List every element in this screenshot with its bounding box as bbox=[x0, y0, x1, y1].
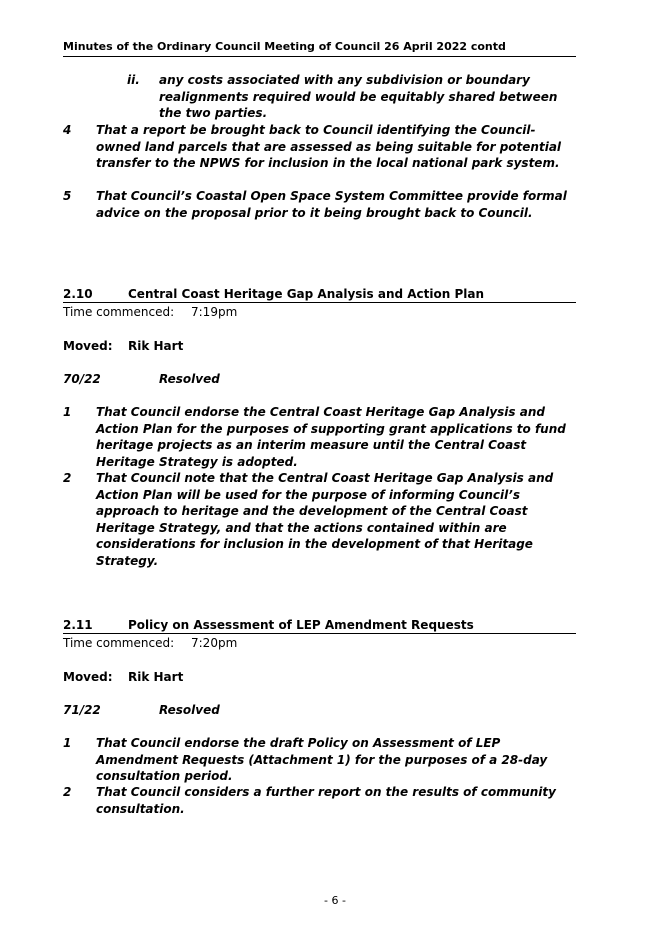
section-title: Central Coast Heritage Gap Analysis and Action Plan bbox=[128, 287, 485, 301]
resolution-status: Resolved bbox=[159, 372, 220, 386]
resolution-item bbox=[63, 188, 578, 221]
time-value: 7:19pm bbox=[191, 305, 238, 319]
item-number: 2 bbox=[63, 785, 72, 799]
section-number: 2.11 bbox=[63, 618, 93, 632]
section-title: Policy on Assessment of LEP Amendment Requests bbox=[128, 618, 474, 632]
item-number: 1 bbox=[63, 405, 72, 419]
section-heading bbox=[63, 618, 576, 634]
resolution-number: 71/22 bbox=[63, 703, 101, 717]
moved-value: Rik Hart bbox=[128, 670, 184, 684]
resolution-item bbox=[63, 735, 578, 785]
resolution-item bbox=[63, 122, 578, 172]
page-number: - 6 - bbox=[324, 894, 346, 907]
time-commenced bbox=[63, 636, 237, 650]
resolution-status: Resolved bbox=[159, 703, 220, 717]
item-text: That Council’s Coastal Open Space System Committee provide formal advice on the proposal prior to it being brought back to Council. bbox=[96, 189, 567, 220]
resolution-item bbox=[63, 470, 578, 569]
resolution-line bbox=[63, 371, 220, 388]
sub-item-number: ii. bbox=[127, 73, 140, 87]
item-number: 5 bbox=[63, 189, 72, 203]
item-number: 1 bbox=[63, 736, 72, 750]
resolution-number: 70/22 bbox=[63, 372, 101, 386]
item-text: That a report be brought back to Council identifying the Council-owned land parcels that are assessed as being suitable for potential transfer to the NPWS for inclusion in the local national park system. bbox=[96, 123, 562, 170]
item-text: That Council endorse the Central Coast Heritage Gap Analysis and Action Plan for the purposes of supporting grant applications to fund heritage projects as an interim measure until the Central Coast Heritage Strategy is adopted. bbox=[96, 405, 566, 469]
item-text: That Council note that the Central Coast Heritage Gap Analysis and Action Plan will be used for the purpose of informing Council’s approach to heritage and the development of the Central Coast Heritage Strategy, and that the actions contained within are considerations for inclusion in the development of that Heritage Strategy. bbox=[96, 471, 554, 568]
moved-label: Moved: bbox=[63, 670, 113, 684]
item-number: 4 bbox=[63, 123, 72, 137]
moved-value: Rik Hart bbox=[128, 339, 184, 353]
moved-by bbox=[63, 670, 183, 684]
time-label: Time commenced: bbox=[63, 636, 175, 650]
time-commenced bbox=[63, 305, 237, 319]
resolution-item bbox=[63, 784, 578, 817]
item-text: That Council endorse the draft Policy on Assessment of LEP Amendment Requests (Attachment 1) for the purposes of a 28-day consultation period. bbox=[96, 736, 548, 783]
item-text: That Council considers a further report on the results of community consultation. bbox=[96, 785, 556, 816]
sub-item-text: any costs associated with any subdivision or boundary realignments required would be equitably shared between the two parties. bbox=[159, 73, 558, 120]
time-value: 7:20pm bbox=[191, 636, 238, 650]
page-header: Minutes of the Ordinary Council Meeting of Council 26 April 2022 contd bbox=[63, 40, 576, 57]
section-number: 2.10 bbox=[63, 287, 93, 301]
resolution-item bbox=[63, 404, 578, 470]
item-number: 2 bbox=[63, 471, 72, 485]
moved-by bbox=[63, 339, 183, 353]
moved-label: Moved: bbox=[63, 339, 113, 353]
time-label: Time commenced: bbox=[63, 305, 175, 319]
section-heading bbox=[63, 287, 576, 303]
resolution-line bbox=[63, 702, 220, 719]
